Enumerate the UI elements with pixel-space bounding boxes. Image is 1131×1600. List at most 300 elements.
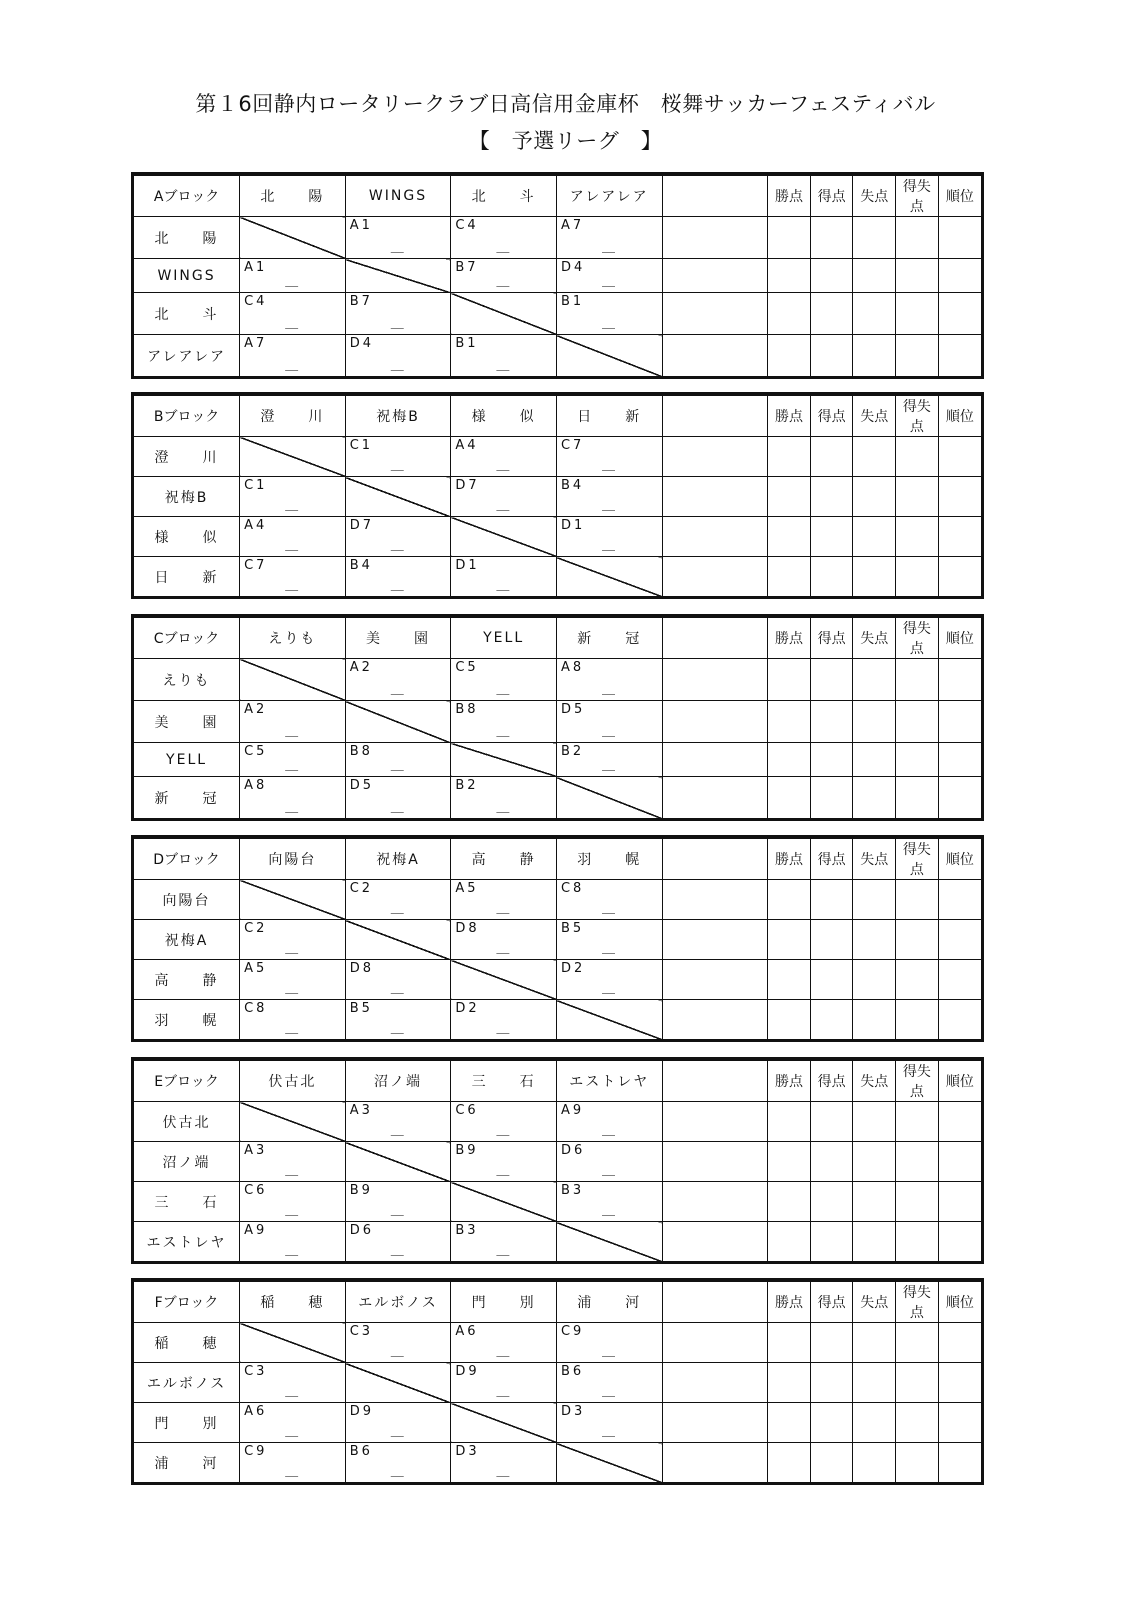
stat-cell: [810, 701, 853, 743]
stat-cell: [810, 1182, 853, 1222]
score-dash: ＿: [601, 1203, 615, 1219]
stat-cell: [768, 1443, 811, 1482]
block-label: Cブロック: [134, 618, 240, 659]
score-dash: ＿: [496, 724, 510, 740]
match-code: B3: [455, 1223, 479, 1239]
blank-cell: [662, 335, 768, 376]
stat-header: 順位: [938, 618, 981, 659]
match-code: C6: [244, 1183, 268, 1199]
match-code: C8: [244, 1001, 268, 1017]
match-code: A4: [244, 518, 268, 534]
row-team-name: 祝梅A: [134, 920, 240, 960]
stat-cell: [896, 920, 939, 960]
self-match-cell: [345, 477, 451, 517]
stat-cell: [938, 1102, 981, 1142]
match-code: D9: [455, 1364, 480, 1380]
score-dash: ＿: [601, 901, 615, 917]
league-table: [134, 175, 981, 376]
table-row: [134, 920, 981, 960]
stat-header: 得点: [810, 1061, 853, 1102]
self-match-cell: [345, 1363, 451, 1403]
match-cell: [451, 1323, 557, 1363]
match-code: C6: [455, 1103, 479, 1118]
table-row: [134, 1443, 981, 1482]
match-cell: [451, 1443, 557, 1482]
score-dash: ＿: [601, 498, 615, 514]
stat-cell: [810, 880, 853, 920]
self-match-cell: [240, 217, 346, 259]
match-cell: [240, 477, 346, 517]
match-code: A3: [244, 1143, 268, 1159]
stat-cell: [896, 1102, 939, 1142]
stat-cell: [853, 517, 896, 557]
match-code: A4: [455, 438, 479, 453]
match-cell: [451, 880, 557, 920]
blank-cell: [662, 1323, 768, 1363]
self-match-cell: [451, 743, 557, 777]
table-row: [134, 1403, 981, 1443]
score-dash: ＿: [496, 274, 510, 290]
score-dash: ＿: [285, 758, 299, 774]
score-dash: ＿: [601, 1344, 615, 1360]
score-dash: ＿: [285, 1424, 299, 1440]
match-code: A3: [349, 1103, 373, 1118]
match-cell: [240, 1443, 346, 1482]
score-dash: ＿: [601, 1123, 615, 1139]
stat-cell: [810, 1142, 853, 1182]
stat-cell: [896, 259, 939, 293]
stat-cell: [853, 880, 896, 920]
stat-cell: [810, 1102, 853, 1142]
match-code: D7: [455, 478, 480, 494]
row-team-name: えりも: [134, 659, 240, 701]
stat-cell: [938, 557, 981, 596]
match-code: D4: [349, 336, 374, 352]
match-code: C5: [455, 660, 479, 675]
match-code: D7: [349, 518, 374, 534]
match-code: B8: [455, 702, 479, 718]
score-dash: ＿: [390, 1344, 404, 1360]
stat-cell: [853, 1142, 896, 1182]
score-dash: ＿: [496, 941, 510, 957]
match-cell: [451, 217, 557, 259]
table-row: [134, 259, 981, 293]
match-cell: [556, 517, 662, 557]
row-team-name: 日 新: [134, 557, 240, 596]
blank-cell: [662, 1222, 768, 1261]
match-code: A8: [244, 778, 268, 794]
match-cell: [451, 659, 557, 701]
match-cell: [345, 437, 451, 477]
match-cell: [556, 659, 662, 701]
team-header: エストレヤ: [556, 1061, 662, 1102]
match-cell: [556, 1363, 662, 1403]
score-dash: ＿: [601, 1384, 615, 1400]
match-cell: [345, 217, 451, 259]
stat-cell: [810, 557, 853, 596]
table-row: [134, 659, 981, 701]
match-code: D2: [560, 961, 586, 977]
stat-cell: [896, 701, 939, 743]
match-code: B3: [560, 1183, 585, 1199]
stat-header: 得失点: [896, 1061, 939, 1102]
match-cell: [240, 701, 346, 743]
row-team-name: WINGS: [134, 259, 240, 293]
table-row: [134, 743, 981, 777]
blank-cell: [662, 659, 768, 701]
stat-cell: [810, 437, 853, 477]
match-cell: [556, 1102, 662, 1142]
stat-cell: [768, 1363, 811, 1403]
block-label: Aブロック: [134, 176, 240, 217]
match-cell: [451, 1142, 557, 1182]
blank-cell: [662, 701, 768, 743]
score-dash: ＿: [285, 1203, 299, 1219]
row-team-name: YELL: [134, 743, 240, 777]
match-code: C4: [455, 218, 479, 233]
match-cell: [556, 1142, 662, 1182]
blank-cell: [662, 557, 768, 596]
score-dash: ＿: [496, 1464, 510, 1479]
blank-header: [662, 396, 768, 437]
blank-header: [662, 618, 768, 659]
score-dash: ＿: [285, 1464, 299, 1479]
stat-cell: [853, 1363, 896, 1403]
stat-header: 勝点: [768, 1282, 811, 1323]
match-cell: [240, 517, 346, 557]
blank-cell: [662, 1443, 768, 1482]
league-block: [131, 614, 984, 821]
stat-cell: [853, 1000, 896, 1039]
block-label: Bブロック: [134, 396, 240, 437]
stat-cell: [896, 1142, 939, 1182]
stat-header: 得失点: [896, 839, 939, 880]
score-dash: ＿: [601, 316, 615, 332]
league-block: [131, 835, 984, 1042]
stat-cell: [853, 557, 896, 596]
score-dash: ＿: [496, 1344, 510, 1360]
team-header: 羽 幌: [556, 839, 662, 880]
stat-cell: [768, 1000, 811, 1039]
match-cell: [240, 259, 346, 293]
match-code: C9: [244, 1444, 268, 1460]
league-block: [131, 1278, 984, 1485]
score-dash: ＿: [601, 1424, 615, 1440]
match-cell: [240, 1222, 346, 1261]
team-header: 北 斗: [451, 176, 557, 217]
league-block: [131, 392, 984, 599]
match-cell: [240, 1000, 346, 1039]
stat-cell: [896, 1182, 939, 1222]
match-cell: [345, 1000, 451, 1039]
row-team-name: 門 別: [134, 1403, 240, 1443]
match-cell: [240, 920, 346, 960]
row-team-name: 高 静: [134, 960, 240, 1000]
stat-cell: [810, 1323, 853, 1363]
score-dash: ＿: [390, 316, 404, 332]
row-team-name: アレアレア: [134, 335, 240, 376]
stat-header: 失点: [853, 839, 896, 880]
stat-cell: [896, 777, 939, 818]
match-code: B7: [455, 260, 479, 276]
stat-cell: [896, 960, 939, 1000]
match-code: A7: [244, 336, 268, 352]
match-code: A5: [455, 881, 479, 896]
match-code: B6: [349, 1444, 373, 1460]
stat-cell: [810, 777, 853, 818]
table-row: [134, 217, 981, 259]
score-dash: ＿: [496, 682, 510, 698]
match-cell: [451, 777, 557, 818]
match-code: D3: [560, 1404, 586, 1420]
table-row: [134, 960, 981, 1000]
table-row: [134, 557, 981, 596]
score-dash: ＿: [390, 240, 404, 256]
match-cell: [345, 1182, 451, 1222]
match-code: B7: [349, 294, 373, 310]
stat-header: 失点: [853, 176, 896, 217]
team-header: 向陽台: [240, 839, 346, 880]
match-code: A7: [560, 218, 585, 233]
table-row: [134, 293, 981, 335]
score-dash: ＿: [496, 800, 510, 815]
stat-cell: [896, 1363, 939, 1403]
match-code: C4: [244, 294, 268, 310]
team-header: 日 新: [556, 396, 662, 437]
stat-cell: [853, 293, 896, 335]
stat-cell: [938, 217, 981, 259]
match-cell: [240, 1363, 346, 1403]
stat-header: 失点: [853, 396, 896, 437]
table-row: [134, 335, 981, 376]
blank-header: [662, 1282, 768, 1323]
match-code: B1: [560, 294, 585, 310]
self-match-cell: [556, 1222, 662, 1261]
score-dash: ＿: [390, 538, 404, 554]
stat-cell: [768, 217, 811, 259]
blank-header: [662, 176, 768, 217]
match-code: D6: [560, 1143, 586, 1159]
score-dash: ＿: [390, 901, 404, 917]
score-dash: ＿: [601, 724, 615, 740]
stat-cell: [853, 1323, 896, 1363]
blank-cell: [662, 920, 768, 960]
block-label: Eブロック: [134, 1061, 240, 1102]
league-block: [131, 1057, 984, 1264]
match-code: A6: [455, 1324, 479, 1339]
stat-cell: [768, 437, 811, 477]
match-code: C2: [349, 881, 374, 896]
table-row: [134, 1102, 981, 1142]
self-match-cell: [240, 1102, 346, 1142]
stat-header: 順位: [938, 1061, 981, 1102]
stat-cell: [853, 437, 896, 477]
score-dash: ＿: [496, 358, 510, 373]
stat-cell: [896, 743, 939, 777]
stat-header: 順位: [938, 1282, 981, 1323]
score-dash: ＿: [390, 1123, 404, 1139]
match-cell: [240, 1182, 346, 1222]
stat-cell: [938, 1443, 981, 1482]
self-match-cell: [345, 701, 451, 743]
row-team-name: 澄 川: [134, 437, 240, 477]
match-cell: [240, 743, 346, 777]
score-dash: ＿: [285, 538, 299, 554]
match-cell: [451, 437, 557, 477]
league-table: [134, 838, 981, 1039]
self-match-cell: [451, 293, 557, 335]
match-cell: [240, 1142, 346, 1182]
match-cell: [451, 557, 557, 596]
stat-cell: [810, 743, 853, 777]
league-table: [134, 1281, 981, 1482]
stat-cell: [938, 1000, 981, 1039]
stat-cell: [896, 557, 939, 596]
row-team-name: 北 斗: [134, 293, 240, 335]
stat-header: 勝点: [768, 1061, 811, 1102]
stat-cell: [896, 477, 939, 517]
stat-cell: [938, 437, 981, 477]
stat-header: 勝点: [768, 839, 811, 880]
match-code: D1: [455, 558, 480, 574]
stat-cell: [853, 659, 896, 701]
stat-cell: [810, 477, 853, 517]
team-header: 祝梅B: [345, 396, 451, 437]
stat-header: 得失点: [896, 176, 939, 217]
team-header: 祝梅A: [345, 839, 451, 880]
team-header: 澄 川: [240, 396, 346, 437]
table-row: [134, 777, 981, 818]
match-code: D1: [560, 518, 586, 534]
stat-cell: [896, 517, 939, 557]
score-dash: ＿: [496, 1123, 510, 1139]
team-header: 沼ノ端: [345, 1061, 451, 1102]
match-cell: [345, 293, 451, 335]
row-team-name: 様 似: [134, 517, 240, 557]
stat-cell: [853, 1222, 896, 1261]
stat-cell: [853, 477, 896, 517]
table-row: [134, 1142, 981, 1182]
stat-cell: [768, 880, 811, 920]
self-match-cell: [556, 335, 662, 376]
table-row: [134, 1000, 981, 1039]
score-dash: ＿: [390, 758, 404, 774]
match-cell: [451, 477, 557, 517]
match-code: B5: [560, 921, 585, 937]
stat-cell: [938, 1363, 981, 1403]
team-header: 伏古北: [240, 1061, 346, 1102]
stat-header: 得点: [810, 618, 853, 659]
row-team-name: エルボノス: [134, 1363, 240, 1403]
match-cell: [556, 1403, 662, 1443]
match-code: A1: [244, 260, 268, 276]
self-match-cell: [556, 1000, 662, 1039]
stat-header: 得失点: [896, 1282, 939, 1323]
match-cell: [345, 1222, 451, 1261]
blank-cell: [662, 217, 768, 259]
stat-cell: [938, 960, 981, 1000]
stat-cell: [938, 659, 981, 701]
stat-cell: [810, 335, 853, 376]
match-code: A6: [244, 1404, 268, 1420]
score-dash: ＿: [285, 358, 299, 373]
team-header: 浦 河: [556, 1282, 662, 1323]
self-match-cell: [556, 777, 662, 818]
match-code: A2: [244, 702, 268, 718]
stat-cell: [896, 1000, 939, 1039]
row-team-name: 祝梅B: [134, 477, 240, 517]
match-cell: [451, 920, 557, 960]
blank-header: [662, 839, 768, 880]
stat-cell: [768, 259, 811, 293]
match-code: B5: [349, 1001, 373, 1017]
score-dash: ＿: [496, 498, 510, 514]
block-label: Dブロック: [134, 839, 240, 880]
stat-cell: [768, 1222, 811, 1261]
score-dash: ＿: [285, 1384, 299, 1400]
stat-cell: [853, 217, 896, 259]
stat-cell: [768, 920, 811, 960]
match-code: D5: [560, 702, 586, 718]
blank-cell: [662, 880, 768, 920]
score-dash: ＿: [285, 941, 299, 957]
match-code: C9: [560, 1324, 585, 1339]
match-cell: [451, 1000, 557, 1039]
match-cell: [451, 1102, 557, 1142]
row-team-name: 稲 穂: [134, 1323, 240, 1363]
row-team-name: 沼ノ端: [134, 1142, 240, 1182]
row-team-name: 三 石: [134, 1182, 240, 1222]
stat-cell: [896, 880, 939, 920]
match-cell: [345, 557, 451, 596]
self-match-cell: [451, 960, 557, 1000]
score-dash: ＿: [601, 240, 615, 256]
stat-cell: [768, 557, 811, 596]
match-code: C3: [349, 1324, 374, 1339]
blank-cell: [662, 1182, 768, 1222]
self-match-cell: [345, 259, 451, 293]
score-dash: ＿: [601, 458, 615, 474]
stat-cell: [810, 1222, 853, 1261]
stat-cell: [938, 701, 981, 743]
stat-cell: [853, 743, 896, 777]
document-title: 第１6回静内ロータリークラブ日高信用金庫杯 桜舞サッカーフェスティバル: [195, 92, 936, 116]
stat-cell: [938, 477, 981, 517]
score-dash: ＿: [390, 1424, 404, 1440]
self-match-cell: [240, 880, 346, 920]
match-cell: [240, 293, 346, 335]
stat-header: 順位: [938, 396, 981, 437]
stat-cell: [810, 960, 853, 1000]
stat-cell: [853, 777, 896, 818]
team-header: エルボノス: [345, 1282, 451, 1323]
match-cell: [345, 517, 451, 557]
match-code: B2: [455, 778, 479, 794]
match-code: A5: [244, 961, 268, 977]
blank-header: [662, 1061, 768, 1102]
self-match-cell: [451, 517, 557, 557]
match-code: C2: [244, 921, 268, 937]
score-dash: ＿: [496, 1021, 510, 1036]
score-dash: ＿: [496, 240, 510, 256]
match-cell: [345, 335, 451, 376]
stat-cell: [810, 517, 853, 557]
document-subtitle: 【 予選リーグ 】: [468, 129, 663, 153]
score-dash: ＿: [390, 578, 404, 593]
stat-cell: [938, 1142, 981, 1182]
stat-cell: [853, 335, 896, 376]
blank-cell: [662, 1403, 768, 1443]
